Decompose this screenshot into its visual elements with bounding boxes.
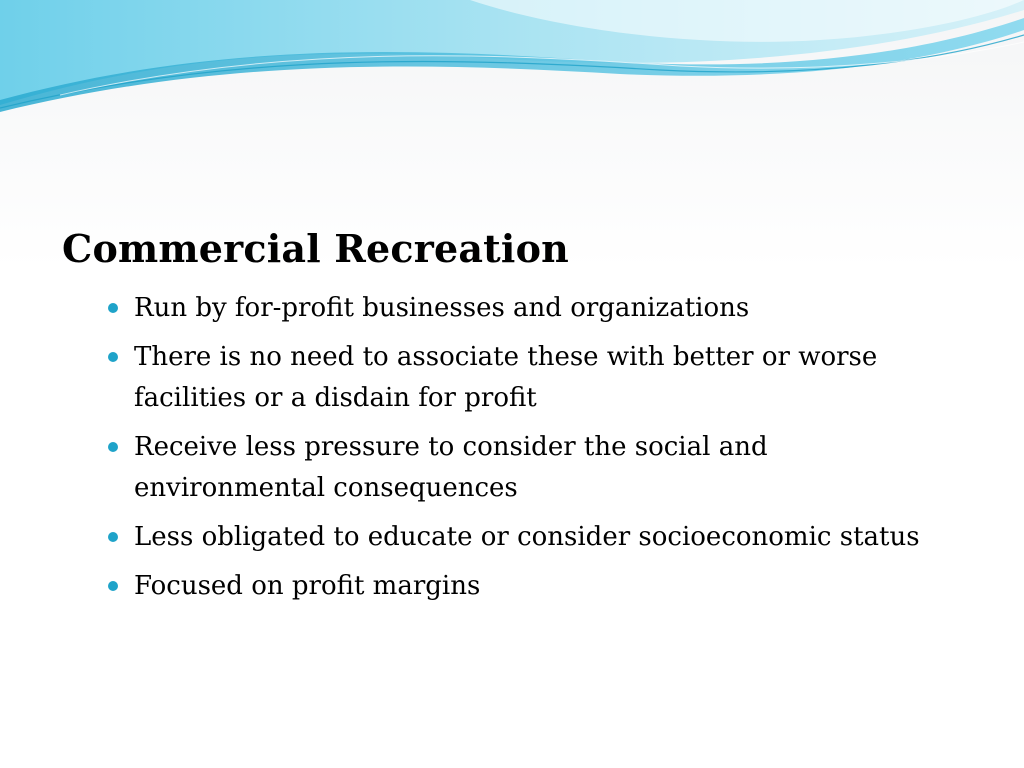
slide-heading: Commercial Recreation bbox=[62, 226, 569, 271]
bullet-dot-icon bbox=[108, 303, 118, 313]
bullet-dot-icon bbox=[108, 352, 118, 362]
bullet-item bbox=[108, 337, 924, 419]
bullet-text: Receive less pressure to consider the social and environmental consequences bbox=[134, 432, 768, 503]
bullet-list bbox=[62, 288, 962, 607]
bullet-item bbox=[108, 427, 924, 509]
bullet-dot-icon bbox=[108, 532, 118, 542]
wave-header-decoration bbox=[0, 0, 1024, 130]
bullet-dot-icon bbox=[108, 442, 118, 452]
content-area bbox=[62, 222, 962, 615]
bullet-dot-icon bbox=[108, 581, 118, 591]
bullet-text: Less obligated to educate or consider socioeconomic status bbox=[134, 522, 920, 552]
bullet-item bbox=[108, 517, 924, 558]
bullet-item bbox=[108, 566, 924, 607]
bullet-text: Run by for-profit businesses and organizations bbox=[134, 293, 750, 323]
bullet-item bbox=[108, 288, 924, 329]
bullet-text: There is no need to associate these with better or worse facilities or a disdain for profit bbox=[134, 342, 878, 413]
bullet-text: Focused on profit margins bbox=[134, 571, 481, 601]
